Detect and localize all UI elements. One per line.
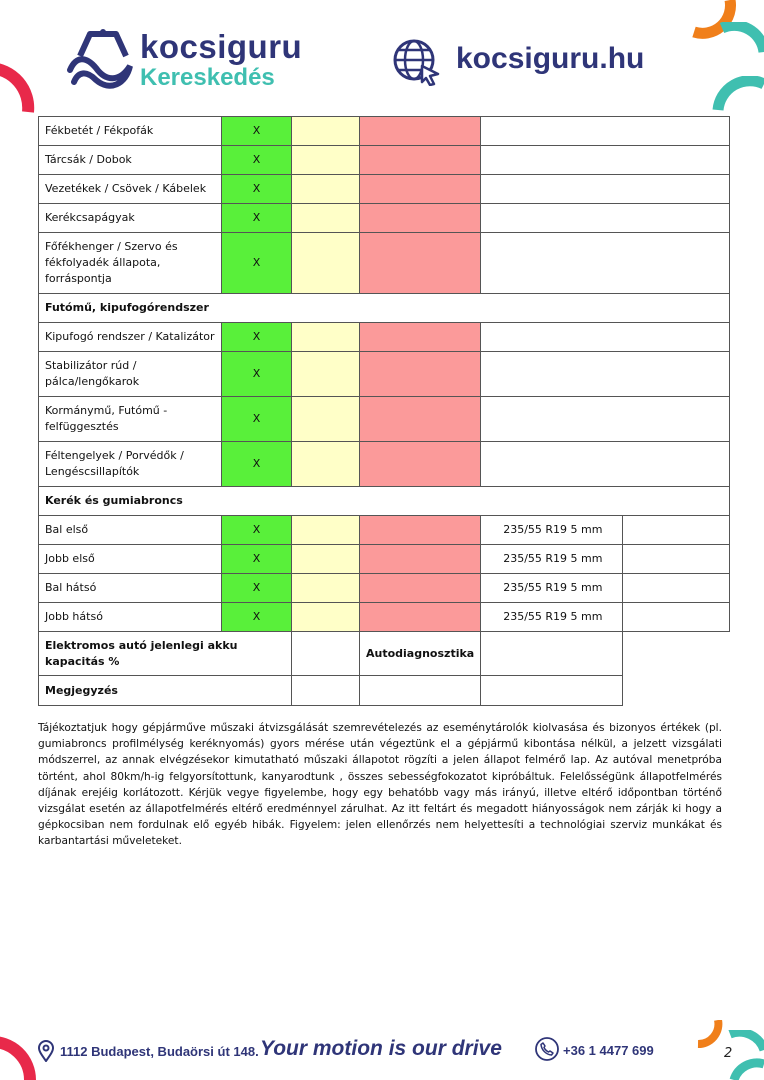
page-number: 2: [724, 1046, 733, 1061]
section-header-row: [39, 294, 730, 323]
medium-status-cell: [292, 175, 360, 204]
value-cell: [623, 603, 730, 632]
good-status-cell: X: [222, 146, 292, 175]
bad-status-cell: [360, 233, 481, 294]
value-cell: [481, 323, 730, 352]
row-label: Jobb hátsó: [39, 603, 222, 632]
brand-subtitle: Kereskedés: [140, 64, 275, 91]
value-cell: [481, 175, 730, 204]
bottom-right-arc-orange-decoration: [696, 1020, 726, 1050]
phone-icon: [535, 1037, 559, 1061]
good-status-cell: X: [222, 442, 292, 487]
row-label: Bal hátsó: [39, 574, 222, 603]
row-label: Kipufogó rendszer / Katalizátor: [39, 323, 222, 352]
bad-status-cell: [360, 352, 481, 397]
medium-status-cell: [292, 352, 360, 397]
value-cell: [481, 352, 730, 397]
value-cell: [481, 442, 730, 487]
good-status-cell: X: [222, 574, 292, 603]
bad-status-cell: [360, 204, 481, 233]
notes-cell: [292, 676, 360, 706]
good-status-cell: X: [222, 233, 292, 294]
bad-status-cell: [360, 545, 481, 574]
good-status-cell: X: [222, 397, 292, 442]
tyre-size-cell: 235/55 R19 5 mm: [481, 603, 623, 632]
right-arc-teal-decoration: [712, 76, 764, 112]
table-row: [39, 574, 730, 603]
row-label: Kerékcsapágyak: [39, 204, 222, 233]
site-url: kocsiguru.hu: [456, 42, 645, 75]
medium-status-cell: [292, 117, 360, 146]
table-row: [39, 516, 730, 545]
table-row: [39, 632, 730, 676]
section-title: Kerék és gumiabroncs: [39, 487, 730, 516]
table-row: [39, 233, 730, 294]
medium-status-cell: [292, 397, 360, 442]
brand-name: kocsiguru: [140, 28, 303, 65]
bad-status-cell: [360, 574, 481, 603]
car-smile-logo-icon: [66, 26, 140, 96]
row-label: Tárcsák / Dobok: [39, 146, 222, 175]
medium-status-cell: [292, 146, 360, 175]
section-title: Futómű, kipufogórendszer: [39, 294, 730, 323]
good-status-cell: X: [222, 175, 292, 204]
table-row: [39, 397, 730, 442]
good-status-cell: X: [222, 323, 292, 352]
value-cell: [623, 545, 730, 574]
medium-status-cell: [292, 603, 360, 632]
bad-status-cell: [360, 175, 481, 204]
table-row: [39, 175, 730, 204]
row-label: Bal első: [39, 516, 222, 545]
table-row: [39, 603, 730, 632]
autodiagnostics-value: [481, 632, 623, 676]
row-label: Fékbetét / Fékpofák: [39, 117, 222, 146]
tyre-size-cell: 235/55 R19 5 mm: [481, 516, 623, 545]
good-status-cell: X: [222, 204, 292, 233]
row-label: Kormánymű, Futómű - felfüggesztés: [39, 397, 222, 442]
medium-status-cell: [292, 204, 360, 233]
value-cell: [481, 233, 730, 294]
tyre-size-cell: 235/55 R19 5 mm: [481, 545, 623, 574]
table-row: [39, 204, 730, 233]
row-label: Vezetékek / Csövek / Kábelek: [39, 175, 222, 204]
row-label: Főfékhenger / Szervo és fékfolyadék állapota, forráspontja: [39, 233, 222, 294]
value-cell: [481, 117, 730, 146]
table-row: [39, 545, 730, 574]
section-header-row: [39, 487, 730, 516]
value-cell: [623, 574, 730, 603]
footer-address: 1112 Budapest, Budaörsi út 148.: [60, 1044, 259, 1059]
medium-status-cell: [292, 442, 360, 487]
table-row: [39, 352, 730, 397]
medium-status-cell: [292, 323, 360, 352]
bad-status-cell: [360, 146, 481, 175]
table-row: [39, 146, 730, 175]
table-row: [39, 442, 730, 487]
top-right-arc-teal-decoration: [714, 22, 764, 62]
row-label: Stabilizátor rúd / pálca/lengőkarok: [39, 352, 222, 397]
value-cell: [481, 397, 730, 442]
footer-phone: +36 1 4477 699: [563, 1043, 654, 1058]
top-left-arc-decoration: [0, 60, 40, 120]
row-label: Féltengelyek / Porvédők / Lengéscsillapítók: [39, 442, 222, 487]
location-pin-icon: [37, 1040, 55, 1062]
notes-cell: [481, 676, 623, 706]
medium-status-cell: [292, 545, 360, 574]
battery-capacity-value: [292, 632, 360, 676]
bad-status-cell: [360, 603, 481, 632]
medium-status-cell: [292, 574, 360, 603]
medium-status-cell: [292, 233, 360, 294]
table-row: [39, 323, 730, 352]
good-status-cell: X: [222, 117, 292, 146]
footer-slogan: Your motion is our drive: [260, 1037, 502, 1060]
inspection-table: [38, 116, 730, 706]
disclaimer-text: Tájékoztatjuk hogy gépjárműve műszaki átvizsgálását szemrevételezés az eseménytárolók kiolvasása és bizonyos értékek (pl. gumiabroncs profilmélység keréknyomás) gyors mérése után végeztünk el a gépjármű kibontása nélkül, a jelzett vizsgálati módszerrel, az annak elvégzésekor kimutatható műszaki állapotot rögzíti a jelen állapot felmérő lap. Az autóval menetpróba történt, ahol 80km/h-ig felgyorsítottunk, kanyarodtunk , összes sebességfokozatot kipróbáltuk. Felelősségünk állapotfelmérés díjának erejéig korlátozott. Kérjük vegye figyelembe, hogy egy behatóbb vagy más irányú, illetve eltérő időpontban történő vizsgálat esetén az állapotfelmérés eltérő eredménnyel zárulhat. Az itt feltárt és megadott hiányosságok nem zárják ki hogy a gépkocsiban nem fordulnak elő egyéb hibák. Figyelem: jelen ellenőrzés nem helyettesíti a technológiai szerviz munkákat és karbantartási műveleteket.: [38, 722, 722, 848]
good-status-cell: X: [222, 516, 292, 545]
value-cell: [481, 146, 730, 175]
value-cell: [623, 516, 730, 545]
globe-cursor-icon: [392, 38, 440, 86]
good-status-cell: X: [222, 545, 292, 574]
battery-capacity-label: Elektromos autó jelenlegi akku kapacitás %: [39, 632, 292, 676]
notes-label: Megjegyzés: [39, 676, 292, 706]
bad-status-cell: [360, 516, 481, 545]
bottom-left-arc-decoration: [0, 1036, 40, 1080]
good-status-cell: X: [222, 603, 292, 632]
table-row: [39, 676, 730, 706]
good-status-cell: X: [222, 352, 292, 397]
medium-status-cell: [292, 516, 360, 545]
notes-cell: [360, 676, 481, 706]
bad-status-cell: [360, 442, 481, 487]
row-label: Jobb első: [39, 545, 222, 574]
autodiagnostics-label: Autodiagnosztika: [360, 632, 481, 676]
table-row: [39, 117, 730, 146]
tyre-size-cell: 235/55 R19 5 mm: [481, 574, 623, 603]
bad-status-cell: [360, 323, 481, 352]
bad-status-cell: [360, 397, 481, 442]
value-cell: [481, 204, 730, 233]
bad-status-cell: [360, 117, 481, 146]
